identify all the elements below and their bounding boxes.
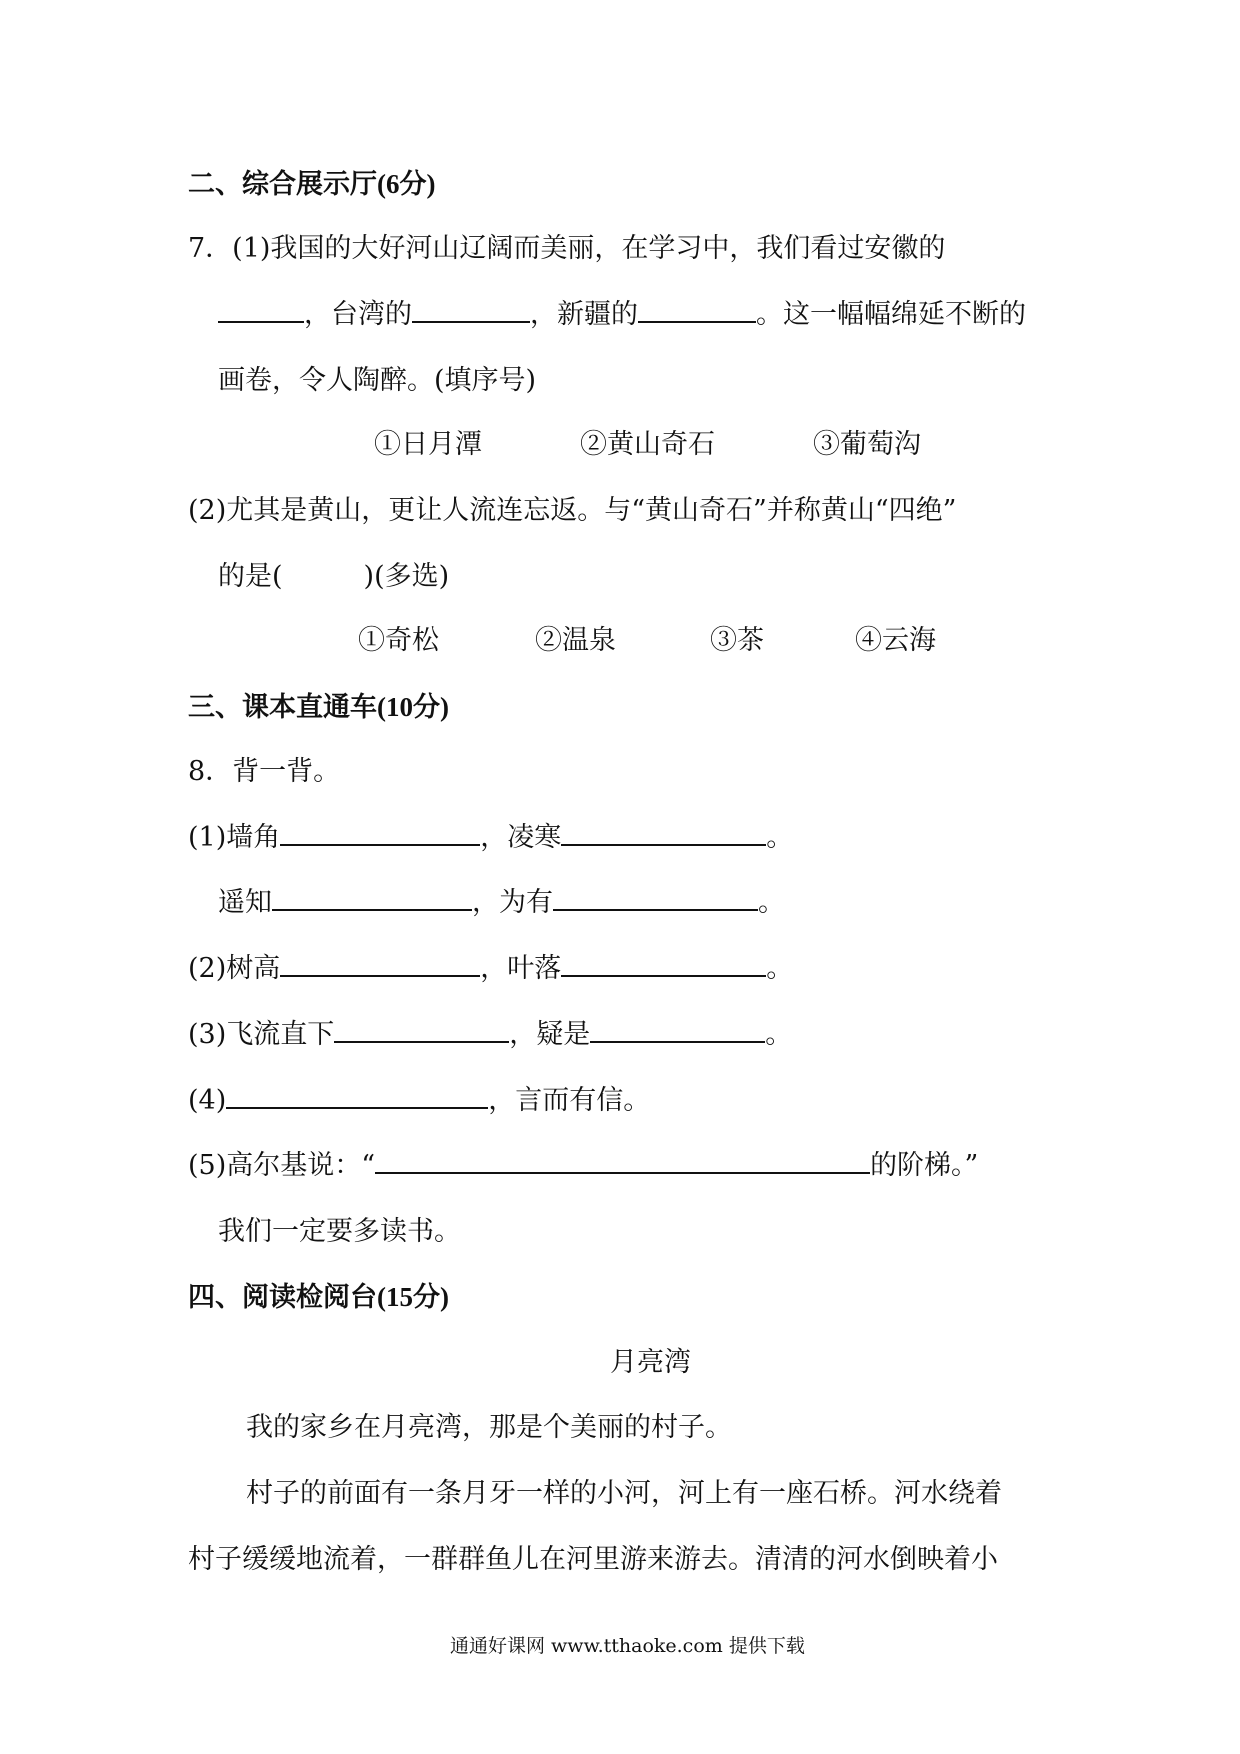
recite-line-3: (2)树高 ，叶落 。 xyxy=(188,953,794,984)
answer-blank[interactable] xyxy=(226,1083,488,1109)
passage-title: 月亮湾 xyxy=(610,1347,691,1378)
q7-part1-line3: 画卷，令人陶醉。(填序号) xyxy=(218,365,537,396)
answer-blank[interactable] xyxy=(334,1017,509,1043)
recite-line-7: 我们一定要多读书。 xyxy=(218,1216,461,1247)
footer-source: 通通好课网 www.tthaoke.com 提供下载 xyxy=(450,1635,805,1657)
q7-part1-line1: 7．(1)我国的大好河山辽阔而美丽，在学习中，我们看过安徽的 xyxy=(188,233,946,264)
recite-line-6: (5)高尔基说：“ 的阶梯。” xyxy=(188,1150,979,1181)
section-2-heading: 二、综合展示厅(6分) xyxy=(188,169,436,199)
passage-paragraph-1: 我的家乡在月亮湾，那是个美丽的村子。 xyxy=(246,1412,732,1443)
recite-line-5: (4) ，言而有信。 xyxy=(188,1085,651,1116)
q7-option-2: ②黄山奇石 xyxy=(580,429,715,460)
answer-blank[interactable] xyxy=(561,951,766,977)
answer-blank[interactable] xyxy=(561,820,766,846)
q7-part2-option-2: ②温泉 xyxy=(535,625,616,656)
answer-blank[interactable] xyxy=(280,820,480,846)
passage-paragraph-2-line-1: 村子的前面有一条月牙一样的小河，河上有一座石桥。河水绕着 xyxy=(246,1478,1002,1509)
q8-prompt: 8．背一背。 xyxy=(188,756,341,787)
recite-line-2: 遥知 ，为有 。 xyxy=(218,887,785,918)
answer-blank[interactable] xyxy=(638,297,756,323)
q7-option-1: ①日月潭 xyxy=(374,429,482,460)
q7-part2-line1: (2)尤其是黄山，更让人流连忘返。与“黄山奇石”并称黄山“四绝” xyxy=(188,495,957,526)
q7-option-3: ③葡萄沟 xyxy=(813,429,921,460)
recite-line-4: (3)飞流直下 ，疑是 。 xyxy=(188,1019,793,1050)
q7-part1-line2: ，台湾的 ，新疆的 。这一幅幅绵延不断的 xyxy=(218,297,1026,333)
passage-paragraph-2-line-2: 村子缓缓地流着，一群群鱼儿在河里游来游去。清清的河水倒映着小 xyxy=(188,1544,998,1575)
answer-blank[interactable] xyxy=(412,297,530,323)
q7-part2-line2: 的是( )(多选) xyxy=(218,561,450,592)
answer-blank[interactable] xyxy=(590,1017,765,1043)
answer-blank[interactable] xyxy=(280,951,480,977)
answer-blank[interactable] xyxy=(375,1148,870,1174)
answer-blank[interactable] xyxy=(218,297,304,323)
q7-part2-option-3: ③茶 xyxy=(710,625,764,656)
q7-part2-option-4: ④云海 xyxy=(855,625,936,656)
q7-part2-option-1: ①奇松 xyxy=(358,625,439,656)
answer-blank[interactable] xyxy=(553,885,758,911)
recite-line-1: (1)墙角 ，凌寒 。 xyxy=(188,822,794,853)
section-3-heading: 三、课本直通车(10分) xyxy=(188,692,449,722)
answer-blank[interactable] xyxy=(272,885,472,911)
section-4-heading: 四、阅读检阅台(15分) xyxy=(188,1282,449,1312)
